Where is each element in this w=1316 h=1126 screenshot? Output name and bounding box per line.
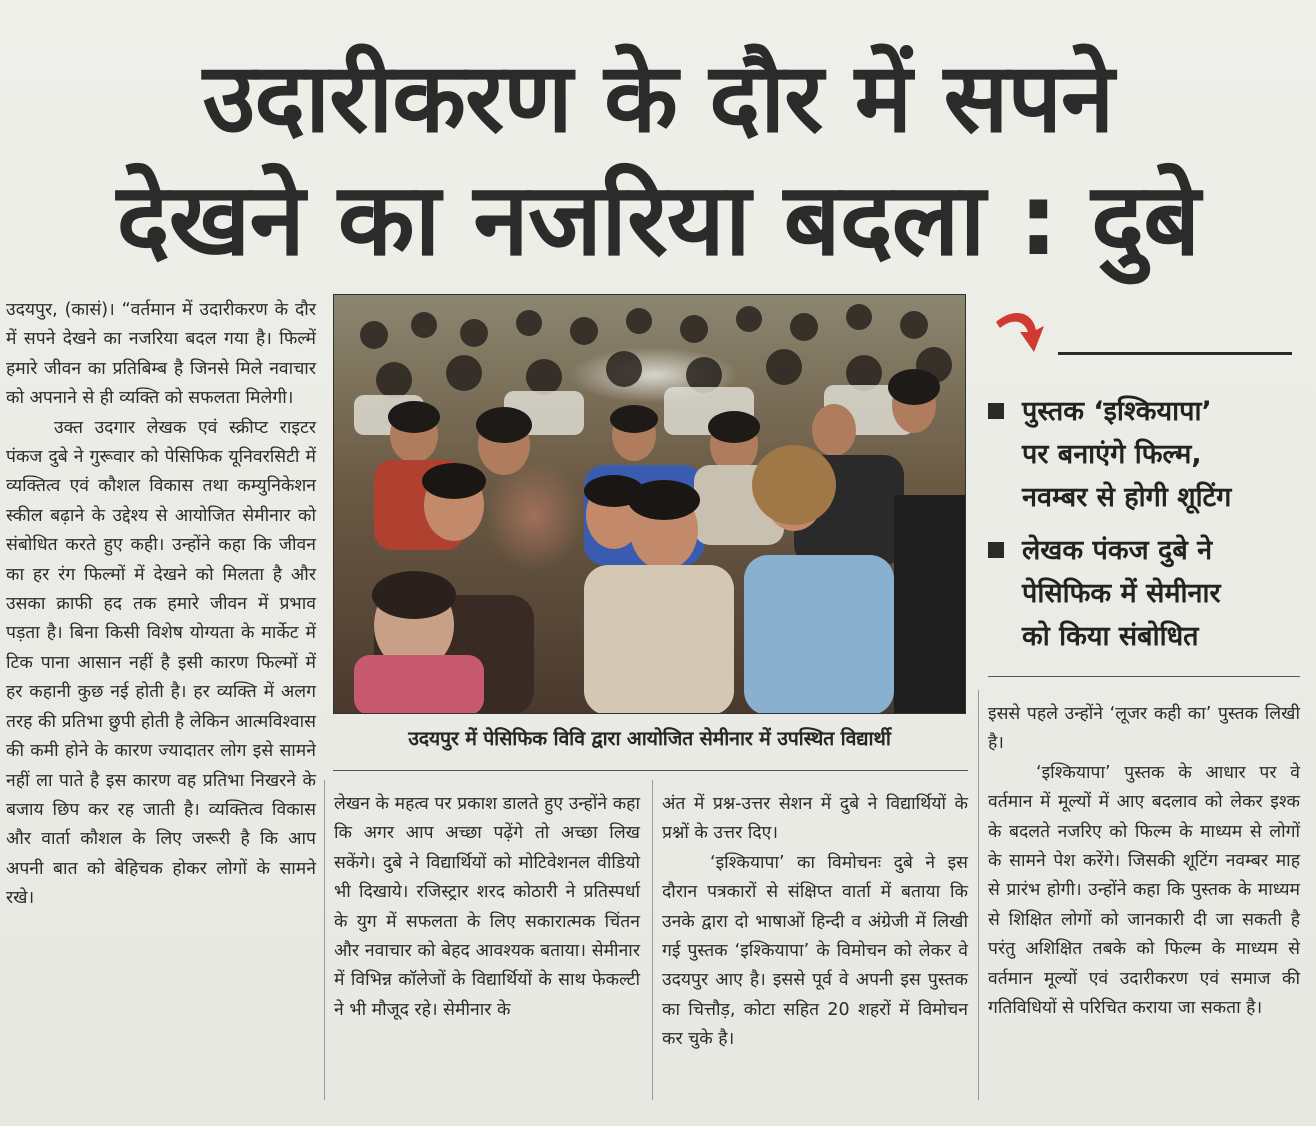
column-divider bbox=[978, 690, 979, 1100]
caption-rule bbox=[333, 770, 968, 771]
photo-caption: उदयपुर में पेसिफिक विवि द्वारा आयोजित सेमीनार में उपस्थित विद्यार्थी bbox=[408, 727, 891, 750]
highlight-line: पर बनाएंगे फिल्म, bbox=[1022, 439, 1202, 470]
article-column-4 bbox=[988, 700, 1300, 1023]
paragraph: ‘इश्कियापा’ पुस्तक के आधार पर वे वर्तमान में मूल्यों में आए बदलाव को लेकर इश्क के बदलते नजरिए को फिल्म के माध्यम से लोगों के सामने पेश करेंगे। जिसकी शूटिंग नवम्बर माह से प्रारंभ होगी। उन्होंने कहा कि पुस्तक के माध्यम से शिक्षित लोगों को जानकारी दी जा सकती है परंतु अशिक्षित तबके को फिल्म के माध्यम से वर्तमान मूल्यों एवं उदारीकरण एवं समाज की गतिविधियों से परिचित कराया जा सकता है। bbox=[988, 762, 1300, 1019]
highlight-line: लेखक पंकज दुबे ने bbox=[1022, 535, 1213, 566]
highlight-item bbox=[988, 529, 1308, 658]
sidebar-rule bbox=[1058, 352, 1292, 355]
article-column-1 bbox=[6, 296, 316, 914]
highlight-line: पेसिफिक में सेमीनार bbox=[1022, 578, 1221, 609]
column-divider bbox=[652, 780, 653, 1100]
column-divider bbox=[324, 780, 325, 1100]
red-arrow-icon bbox=[990, 308, 1050, 364]
article-column-3 bbox=[662, 790, 968, 1055]
highlight-line: को किया संबोधित bbox=[1022, 621, 1199, 652]
sidebar-bottom-rule bbox=[988, 676, 1300, 677]
paragraph: अंत में प्रश्न-उत्तर सेशन में दुबे ने विद्यार्थियों के प्रश्नों के उत्तर दिए। bbox=[662, 794, 968, 844]
highlight-line: पुस्तक ‘इश्कियापा’ bbox=[1022, 396, 1212, 427]
audience-photo-icon bbox=[334, 295, 966, 714]
paragraph: उक्त उदगार लेखक एवं स्क्रीप्ट राइटर पंकज दुबे ने गुरूवार को पेसिफिक यूनिवरसिटी में व्यक्तित्व एवं कौशल विकास तथा कम्युनिकेशन स्कील बढ़ाने के उद्देश्य से आयोजित सेमीनार को संबोधित करते हुए कही। उन्होंने कहा कि जीवन का हर रंग फिल्मों में देखने को मिलता है और उसका क्राफी हद तक हमारे जीवन में प्रभाव पड़ता है। बिना किसी विशेष योग्यता के मार्केट में टिक पाना आसान नहीं है इसी कारण फिल्मों में हर कहानी कुछ नई होती है। हर व्यक्ति में अलग तरह की प्रतिभा छुपी होती है लेकिन आत्मविश्वास की कमी होने के कारण ज्यादातर लोग इसे सामने नहीं ला पाते है इस कारण वह प्रतिभा निखरने के बजाय छिप कर रह जाती है। व्यक्तित्व विकास और वार्ता कौशल के लिए जरूरी है कि आप अपनी बात को बेहिचक होकर लोगों के सामने रखे। bbox=[6, 417, 316, 909]
headline-line-1: उदारीकरण के दौर में सपने bbox=[202, 42, 1114, 154]
highlights-box bbox=[988, 390, 1308, 668]
paragraph: लेखन के महत्व पर प्रकाश डालते हुए उन्होंने कहा कि अगर आप अच्छा पढ़ेंगे तो अच्छा लिख सकेंगे। दुबे ने विद्यार्थियों को मोटिवेशनल वीडियो भी दिखाये। रजिस्ट्रार शरद कोठारी ने प्रतिस्पर्धा के युग में सफलता के लिए सकारात्मक चिंतन और नवाचार को बेहद आवश्यक बताया। सेमीनार में विभिन्न कॉलेजों के विद्यार्थियों के साथ फेकल्टी ने भी मौजूद रहे। सेमीनार के bbox=[334, 794, 640, 1020]
headline-line-2: देखने का नजरिया बदला : दुबे bbox=[116, 161, 1200, 278]
article-column-2 bbox=[334, 790, 640, 1025]
bullet-square-icon bbox=[988, 542, 1004, 558]
paragraph: उदयपुर, (कासं)। “वर्तमान में उदारीकरण के दौर में सपने देखने का नजरिया बदल गया है। फिल्में हमारे जीवन का प्रतिबिम्ब है जिनसे मिले नवाचार को अपनाने से ही व्यक्ति को सफलता मिलेगी। bbox=[6, 300, 316, 409]
paragraph: ‘इश्कियापा’ का विमोचनः दुबे ने इस दौरान पत्रकारों से संक्षिप्त वार्ता में बताया कि उनके द्वारा दो भाषाओं हिन्दी व अंग्रेजी में लिखी गई पुस्तक ‘इश्कियापा’ के विमोचन को लेकर वे उदयपुर आए है। इससे पूर्व वे अपनी इस पुस्तक का चित्तौड़, कोटा सहित 20 शहरों में विमोचन कर चुके है। bbox=[662, 852, 968, 1050]
audience-photo bbox=[333, 294, 966, 714]
highlight-item bbox=[988, 390, 1308, 519]
bullet-square-icon bbox=[988, 403, 1004, 419]
paragraph: इससे पहले उन्होंने ‘लूजर कही का’ पुस्तक लिखी है। bbox=[988, 704, 1300, 754]
highlight-line: नवम्बर से होगी शूटिंग bbox=[1022, 482, 1232, 513]
